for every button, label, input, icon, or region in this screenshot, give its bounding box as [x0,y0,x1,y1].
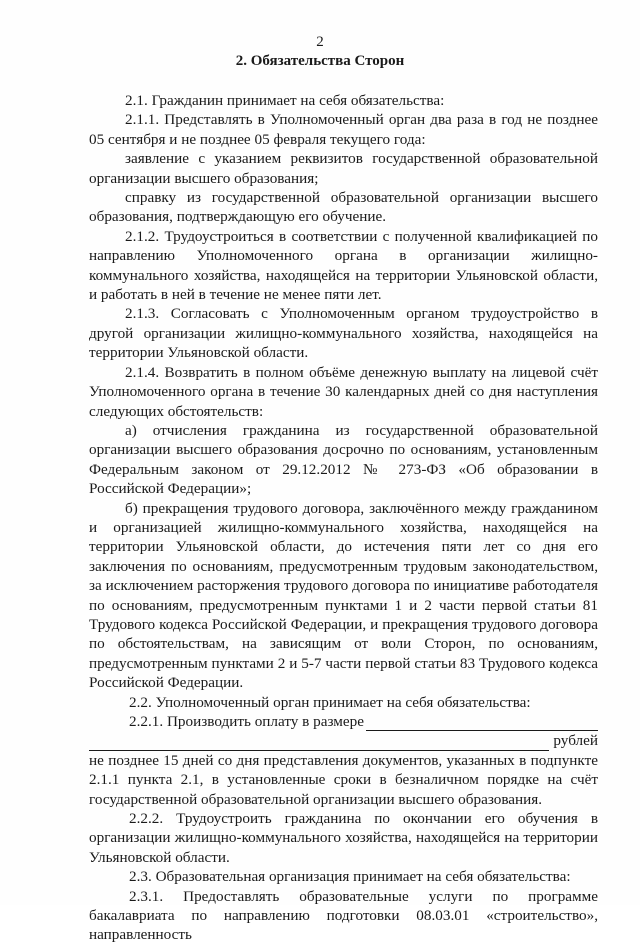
clause-2-1: 2.1. Гражданин принимает на себя обязательства: [125,92,445,109]
clause-2-1-1-certificate: справку из государственной образовательной организации высшего образования, подтверждающую его обучение. [89,189,598,226]
clause-2-3-1: 2.3.1. Предоставлять образовательные услуги по программе бакалавриата по направлению подготовки 08.03.01 «строительство», направленность [89,887,598,944]
payment-amount-blank-continued [89,737,549,751]
clause-2-1-4-a: а) отчисления гражданина из государственной образовательной организации высшего образования досрочно по основаниям, установленным Федеральным законом от 29.12.2012 № 273-ФЗ «Об образовании в Российской Федерации»; [89,421,598,498]
clause-2-1-2: 2.1.2. Трудоустроиться в соответствии с полученной квалификацией по направлению Уполномоченного органа в организации жилищно-коммунального хозяйства, находящейся на территории Ульяновской области, и работать в ней в течение не менее пяти лет. [89,227,598,304]
payment-amount-blank [366,717,598,731]
clause-2-1-3: 2.1.3. Согласовать с Уполномоченным органом трудоустройство в другой организации жилищно-коммунального хозяйства, находящейся на территории Ульяновской области. [89,305,598,362]
clause-2-2-1-start: 2.2.1. Производить оплату в размере [129,713,364,730]
clause-2-2-1-rub-line [89,731,598,750]
clause-2-2-2: 2.2.2. Трудоустроить гражданина по окончании его обучения в организации жилищно-коммунального хозяйства, находящейся на территории Ульяновской области. [89,810,598,866]
clause-2-1-4: 2.1.4. Возвратить в полном объёме денежную выплату на лицевой счёт Уполномоченного органа в течение 30 календарных дней со дня наступления следующих обстоятельств: [89,363,598,420]
clause-2-2-1-rest: не позднее 15 дней со дня представления документов, указанных в подпункте 2.1.1 пункта 2.1, в установленные сроки в безналичном порядке на счёт государственной образовательной организации высшего образования. [89,751,598,808]
section-title: 2. Обязательства Сторон [235,53,405,69]
clause-2-1-1-statement: заявление с указанием реквизитов государственной образовательной организации высшего образования; [89,150,598,187]
clause-2-1-4-b: б) прекращения трудового договора, заключённого между гражданином и организацией жилищно-коммунального хозяйства, находящейся на территории Ульяновской области, до истечения пяти лет со дня его заключения по основаниям, предусмотренным трудовым законодательством, за исключением расторжения трудового договора по инициативе работодателя по основаниям, предусмотренным пунктами 1 и 2 части первой статьи 81 Трудового кодекса Российской Федерации, и прекращения трудового договора по обстоятельствам, на зависящим от воли Сторон, по основаниям, предусмотренным пунктами 2 и 5-7 части первой статьи 83 Трудового кодекса Российской Федерации. [89,499,598,692]
clause-2-3: 2.3. Образовательная организация принимает на себя обязательства: [129,868,571,886]
page-number: 2 [316,34,324,50]
clause-2-2-1-line [89,712,598,731]
clause-2-2: 2.2. Уполномоченный орган принимает на себя обязательства: [129,693,531,711]
document-body [89,91,598,945]
rubles-label: рублей [553,732,598,750]
clause-2-1-1: 2.1.1. Представлять в Уполномоченный орган два раза в год не позднее 05 сентября и не позднее 05 февраля текущего года: [89,111,598,148]
